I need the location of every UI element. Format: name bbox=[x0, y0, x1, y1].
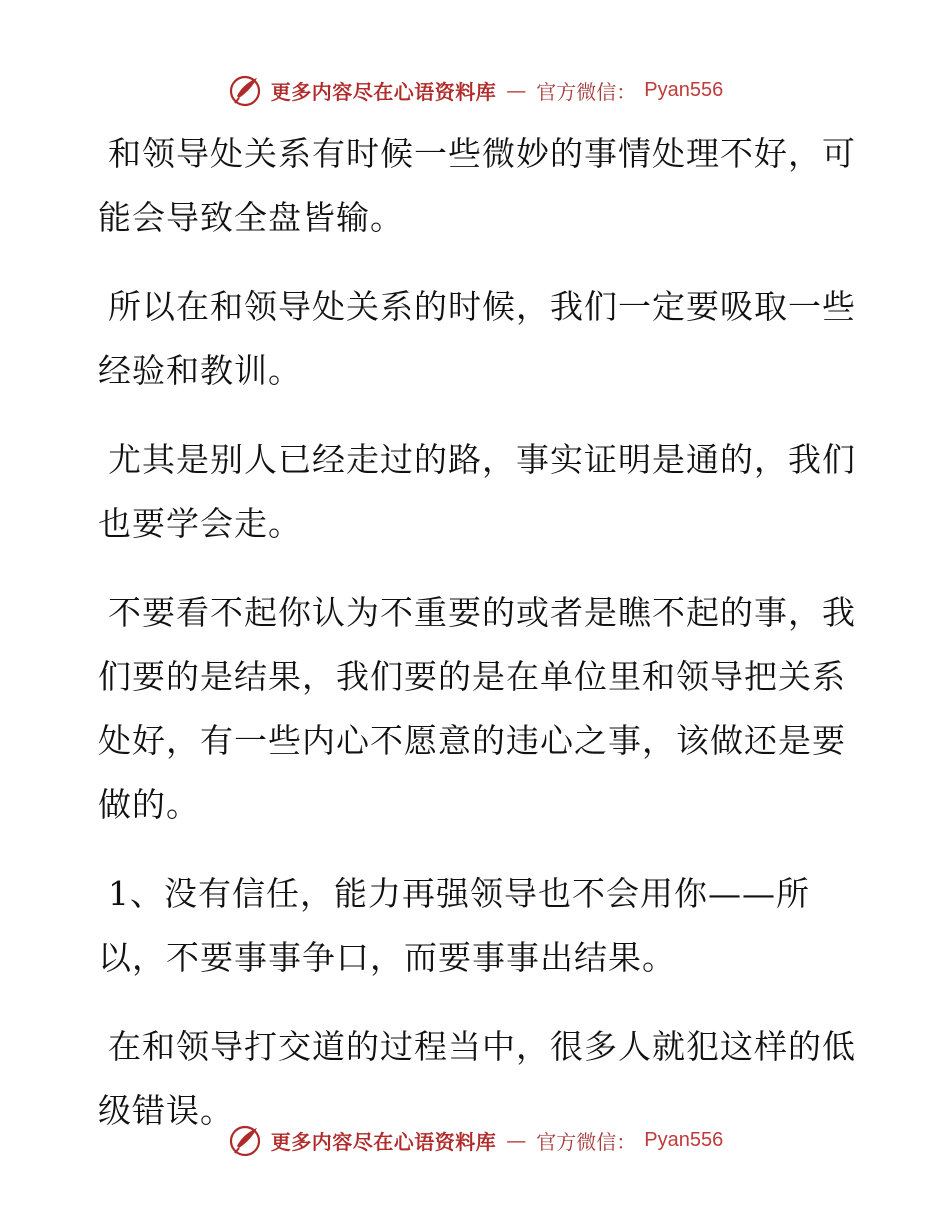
paragraph: 在和领导打交道的过程当中，很多人就犯这样的低级错误。 bbox=[98, 1027, 856, 1130]
wechat-id: Pyan556 bbox=[644, 78, 724, 101]
document-body bbox=[98, 122, 858, 1168]
paragraph: 不要看不起你认为不重要的或者是瞧不起的事，我们要的是结果，我们要的是在单位里和领导把关系处好，有一些内心不愿意的违心之事，该做还是要做的。 bbox=[98, 593, 856, 824]
paragraph: 和领导处关系有时候一些微妙的事情处理不好，可能会导致全盘皆输。 bbox=[98, 134, 856, 237]
wechat-id: Pyan556 bbox=[644, 1128, 724, 1151]
site-name-text: 更多内容尽在心语资料库 bbox=[270, 79, 497, 104]
paragraph: 尤其是别人已经走过的路，事实证明是通的，我们也要学会走。 bbox=[98, 440, 856, 543]
wechat-label: 官方微信： bbox=[536, 1129, 637, 1154]
pen-logo-icon bbox=[227, 1122, 263, 1158]
site-name-text: 更多内容尽在心语资料库 bbox=[270, 1129, 497, 1154]
header-banner bbox=[0, 72, 950, 108]
wechat-label: 官方微信： bbox=[536, 79, 637, 104]
paragraph: 1、没有信任，能力再强领导也不会用你——所以，不要事事争口，而要事事出结果。 bbox=[98, 874, 810, 977]
separator-dash: — bbox=[506, 1128, 527, 1152]
separator-dash: — bbox=[506, 78, 527, 102]
footer-banner bbox=[0, 1122, 950, 1158]
pen-logo-icon bbox=[227, 72, 263, 108]
paragraph: 所以在和领导处关系的时候，我们一定要吸取一些经验和教训。 bbox=[98, 287, 856, 390]
